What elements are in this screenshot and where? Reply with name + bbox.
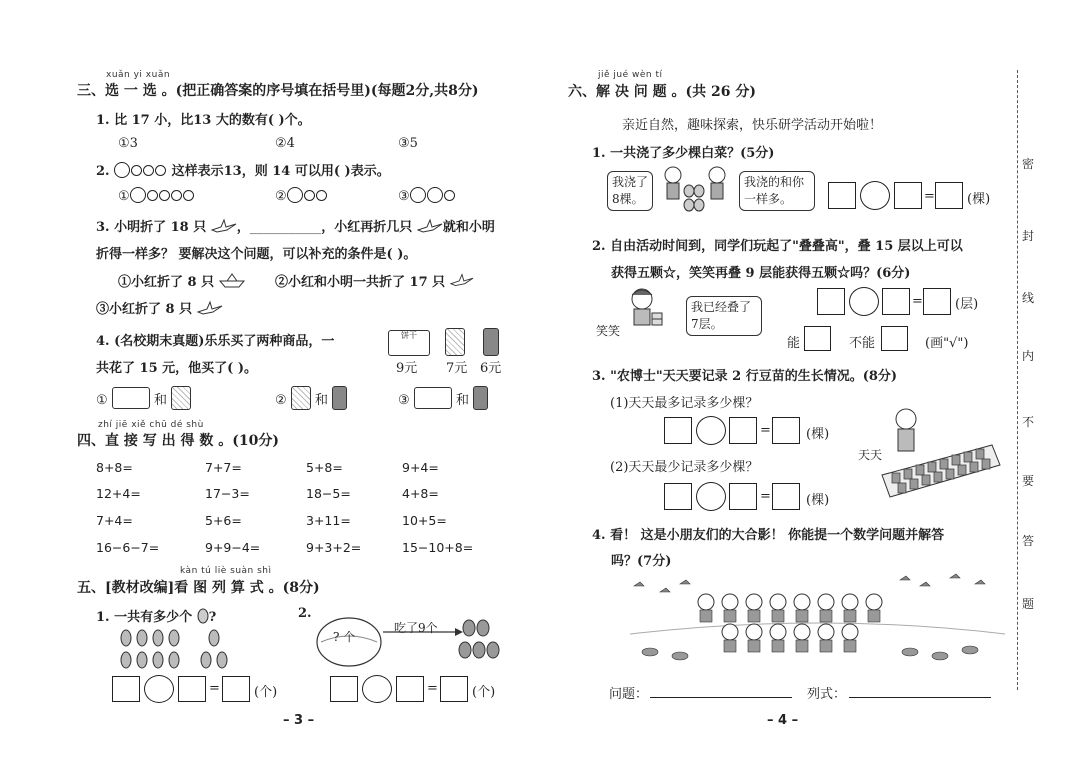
- binding-margin-char: 内: [1022, 349, 1035, 363]
- s6-q4-line1: 4. 看！ 这是小朋友们的大合影！ 你能提一个数学问题并解答: [592, 528, 945, 543]
- s5-title: 五、[教材改编]看 图 列 算 式 。(8分): [77, 580, 320, 596]
- operator-circle[interactable]: [144, 675, 174, 703]
- answer-box[interactable]: [828, 182, 856, 209]
- calc-item: 4+8=: [402, 486, 439, 501]
- drink-can-icon: [332, 386, 347, 410]
- sprout-trays-illustration: [862, 405, 1002, 505]
- calc-item: 5+8=: [306, 460, 343, 475]
- price-can: 6元: [480, 361, 502, 376]
- page-number-left: – 3 –: [283, 713, 315, 728]
- price-bag: 7元: [446, 361, 468, 376]
- speech-bubble: 我已经叠了 7层。: [686, 296, 762, 336]
- unit-label: (棵): [806, 493, 830, 508]
- answer-box[interactable]: [664, 417, 692, 444]
- s3-q2-num: 2.: [96, 164, 110, 179]
- answer-box[interactable]: [729, 483, 757, 510]
- kids-watering-illustration: [655, 165, 737, 217]
- unit-label: (棵): [806, 427, 830, 442]
- s6-q3-a: (1)天天最多记录多少棵？: [610, 396, 759, 411]
- s5-pinyin: kàn tú liè suàn shì: [180, 566, 272, 576]
- answer-box[interactable]: [112, 676, 140, 702]
- binding-margin-char: 密: [1022, 157, 1035, 171]
- s3-q4-opt3[interactable]: ③ 和: [398, 386, 488, 410]
- drink-can-icon: [473, 386, 488, 410]
- check-instruction: (画"√"): [925, 336, 969, 351]
- answer-box[interactable]: [396, 676, 424, 702]
- s6-q4-line2: 吗？(7分): [611, 554, 672, 569]
- s6-pinyin: jiě jué wèn tí: [598, 70, 663, 80]
- calc-item: 18−5=: [306, 486, 351, 501]
- question-label: 问题：: [609, 687, 649, 702]
- s3-q2-text: 这样表示13，则 14 可以用( )表示。: [171, 164, 390, 179]
- binding-margin-char: 封: [1022, 229, 1035, 243]
- calc-item: 16−6−7=: [96, 540, 160, 555]
- name-xiaoxiao: 笑笑: [596, 324, 621, 338]
- answer-box[interactable]: [894, 182, 922, 209]
- s3-q4-line2: 共花了 15 元，他买了( )。: [96, 361, 257, 376]
- group-photo-illustration: [620, 572, 1010, 668]
- s3-q1-opt2[interactable]: ②4: [275, 136, 295, 151]
- biscuit-box-icon: 饼干: [388, 330, 430, 356]
- corn-group-illustration: [118, 628, 238, 672]
- formula-answer-line[interactable]: [849, 697, 991, 698]
- s5-q1: 1. 一共有多少个 ?: [96, 610, 217, 625]
- question-answer-line[interactable]: [650, 697, 792, 698]
- calc-item: 10+5=: [402, 513, 447, 528]
- equals-sign: =: [912, 294, 923, 309]
- snack-bag-icon: [291, 386, 311, 410]
- s3-q4-opt2[interactable]: ② 和: [275, 386, 347, 410]
- answer-box[interactable]: [440, 676, 468, 702]
- s6-q2-line2: 获得五颗☆，笑笑再叠 9 层能获得五颗☆吗？(6分): [611, 266, 911, 281]
- s3-q3-blank[interactable]: ___________: [249, 220, 322, 235]
- basket-label: ? 个: [333, 630, 356, 644]
- answer-box[interactable]: [330, 676, 358, 702]
- answer-box[interactable]: [882, 288, 910, 315]
- biscuit-box-icon: [414, 387, 452, 409]
- bead-circle-large: [114, 162, 130, 178]
- biscuit-box-icon: [112, 387, 150, 409]
- s3-q3-line2: 折得一样多？ 要解决这个问题，可以补充的条件是( )。: [96, 247, 417, 262]
- calc-item: 9+4=: [402, 460, 439, 475]
- calc-item: 7+7=: [205, 460, 242, 475]
- s3-q2-opt3[interactable]: ③: [398, 187, 456, 204]
- paper-boat-icon: [219, 273, 245, 289]
- operator-circle[interactable]: [362, 675, 392, 703]
- unit-label: (棵): [967, 192, 991, 207]
- s3-q4-line1: 4. (名校期末真题)乐乐买了两种商品，一: [96, 334, 335, 349]
- s3-q3-opt3[interactable]: ③小红折了 8 只: [96, 298, 223, 317]
- calc-item: 17−3=: [205, 486, 250, 501]
- answer-box[interactable]: [772, 483, 800, 510]
- s3-q3-line1: 3. 小明折了 18 只 ，___________，小红再折几只 就和小明: [96, 220, 495, 235]
- checkbox-cannot[interactable]: [881, 326, 908, 351]
- s3-q2-opt2[interactable]: ②: [275, 187, 328, 204]
- unit-label: (层): [955, 297, 979, 312]
- equals-sign: =: [760, 489, 771, 504]
- s3-pinyin: xuǎn yi xuǎn: [106, 70, 171, 80]
- label-can: 能: [787, 336, 801, 351]
- calc-item: 8+8=: [96, 460, 133, 475]
- name-tiantian: 天天: [858, 448, 883, 462]
- binding-margin-char: 答: [1022, 534, 1035, 548]
- s3-q2: [96, 160, 390, 179]
- binding-margin-char: 题: [1022, 597, 1035, 611]
- answer-box[interactable]: [222, 676, 250, 702]
- answer-box[interactable]: [935, 182, 963, 209]
- s6-q3: 3. "农博士"天天要记录 2 行豆苗的生长情况。(8分): [592, 369, 898, 384]
- s3-q4-opt1[interactable]: ① 和: [96, 386, 191, 410]
- s3-q3-opt2[interactable]: ②小红和小明一共折了 17 只: [275, 271, 474, 290]
- equals-sign: =: [924, 189, 935, 204]
- answer-box[interactable]: [817, 288, 845, 315]
- s6-q2-line1: 2. 自由活动时间到，同学们玩起了"叠叠高"，叠 15 层以上可以: [592, 239, 963, 254]
- s3-q2-opt1[interactable]: ①: [118, 187, 195, 204]
- speech-bubble: 我浇了 8棵。: [607, 171, 653, 211]
- unit-label: (个): [472, 685, 496, 700]
- operator-circle[interactable]: [849, 287, 879, 316]
- calc-item: 12+4=: [96, 486, 141, 501]
- s6-q3-b: (2)天天最少记录多少棵？: [610, 460, 759, 475]
- answer-box[interactable]: [664, 483, 692, 510]
- checkbox-can[interactable]: [804, 326, 831, 351]
- girl-xiaoxiao-illustration: [618, 287, 668, 335]
- operator-circle[interactable]: [696, 416, 726, 445]
- calc-item: 7+4=: [96, 513, 133, 528]
- calc-item: 3+11=: [306, 513, 351, 528]
- paper-crane-icon: [450, 271, 474, 289]
- s3-q1-opt3[interactable]: ③5: [398, 136, 418, 151]
- operator-circle[interactable]: [696, 482, 726, 511]
- calc-item: 9+9−4=: [205, 540, 261, 555]
- operator-circle[interactable]: [860, 181, 890, 210]
- calc-item: 9+3+2=: [306, 540, 362, 555]
- bead-circle: [143, 165, 154, 176]
- equals-sign: =: [760, 423, 771, 438]
- s6-title: 六、解 决 问 题 。(共 26 分): [568, 84, 756, 100]
- bead-circle: [155, 165, 166, 176]
- equals-sign: =: [427, 681, 438, 696]
- drink-can-icon: [483, 328, 499, 356]
- page-number-right: – 4 –: [767, 713, 799, 728]
- s6-q1: 1. 一共浇了多少棵白菜？(5分): [592, 146, 775, 161]
- answer-box[interactable]: [772, 417, 800, 444]
- binding-margin-char: 要: [1022, 474, 1035, 488]
- s3-q3-opt1[interactable]: ①小红折了 8 只: [118, 271, 245, 290]
- calc-item: 5+6=: [205, 513, 242, 528]
- paper-crane-icon: [211, 218, 237, 234]
- binding-margin-char: 线: [1022, 291, 1035, 305]
- formula-label: 列式：: [807, 687, 847, 702]
- binding-margin-char: 不: [1022, 415, 1035, 429]
- unit-label: (个): [254, 685, 278, 700]
- corn-icon: [197, 608, 209, 624]
- answer-box[interactable]: [178, 676, 206, 702]
- answer-box[interactable]: [923, 288, 951, 315]
- s3-title: 三、选 一 选 。(把正确答案的序号填在括号里)(每题2分,共8分): [77, 83, 479, 99]
- speech-bubble: 我浇的和你 一样多。: [739, 171, 815, 211]
- snack-bag-icon: [171, 386, 191, 410]
- label-cannot: 不能: [849, 336, 876, 351]
- s3-q1: 1. 比 17 小，比13 大的数有( )个。: [96, 113, 311, 128]
- s3-q1-opt1[interactable]: ①3: [118, 136, 138, 151]
- s5-q2: 2.: [298, 606, 312, 621]
- answer-box[interactable]: [729, 417, 757, 444]
- paper-crane-icon: [197, 300, 223, 316]
- binding-line: [1017, 70, 1018, 690]
- s4-pinyin: zhí jiē xiě chū dé shù: [98, 420, 204, 430]
- s6-intro: 亲近自然，趣味探索，快乐研学活动开始啦！: [622, 118, 883, 133]
- calc-item: 15−10+8=: [402, 540, 474, 555]
- price-biscuit: 9元: [396, 361, 418, 376]
- bead-circle: [131, 165, 142, 176]
- ate-label: 吃了9个: [394, 621, 438, 635]
- equals-sign: =: [209, 681, 220, 696]
- s4-title: 四、直 接 写 出 得 数 。(10分): [77, 433, 279, 449]
- paper-crane-icon: [417, 218, 443, 234]
- snack-bag-icon: [445, 328, 465, 356]
